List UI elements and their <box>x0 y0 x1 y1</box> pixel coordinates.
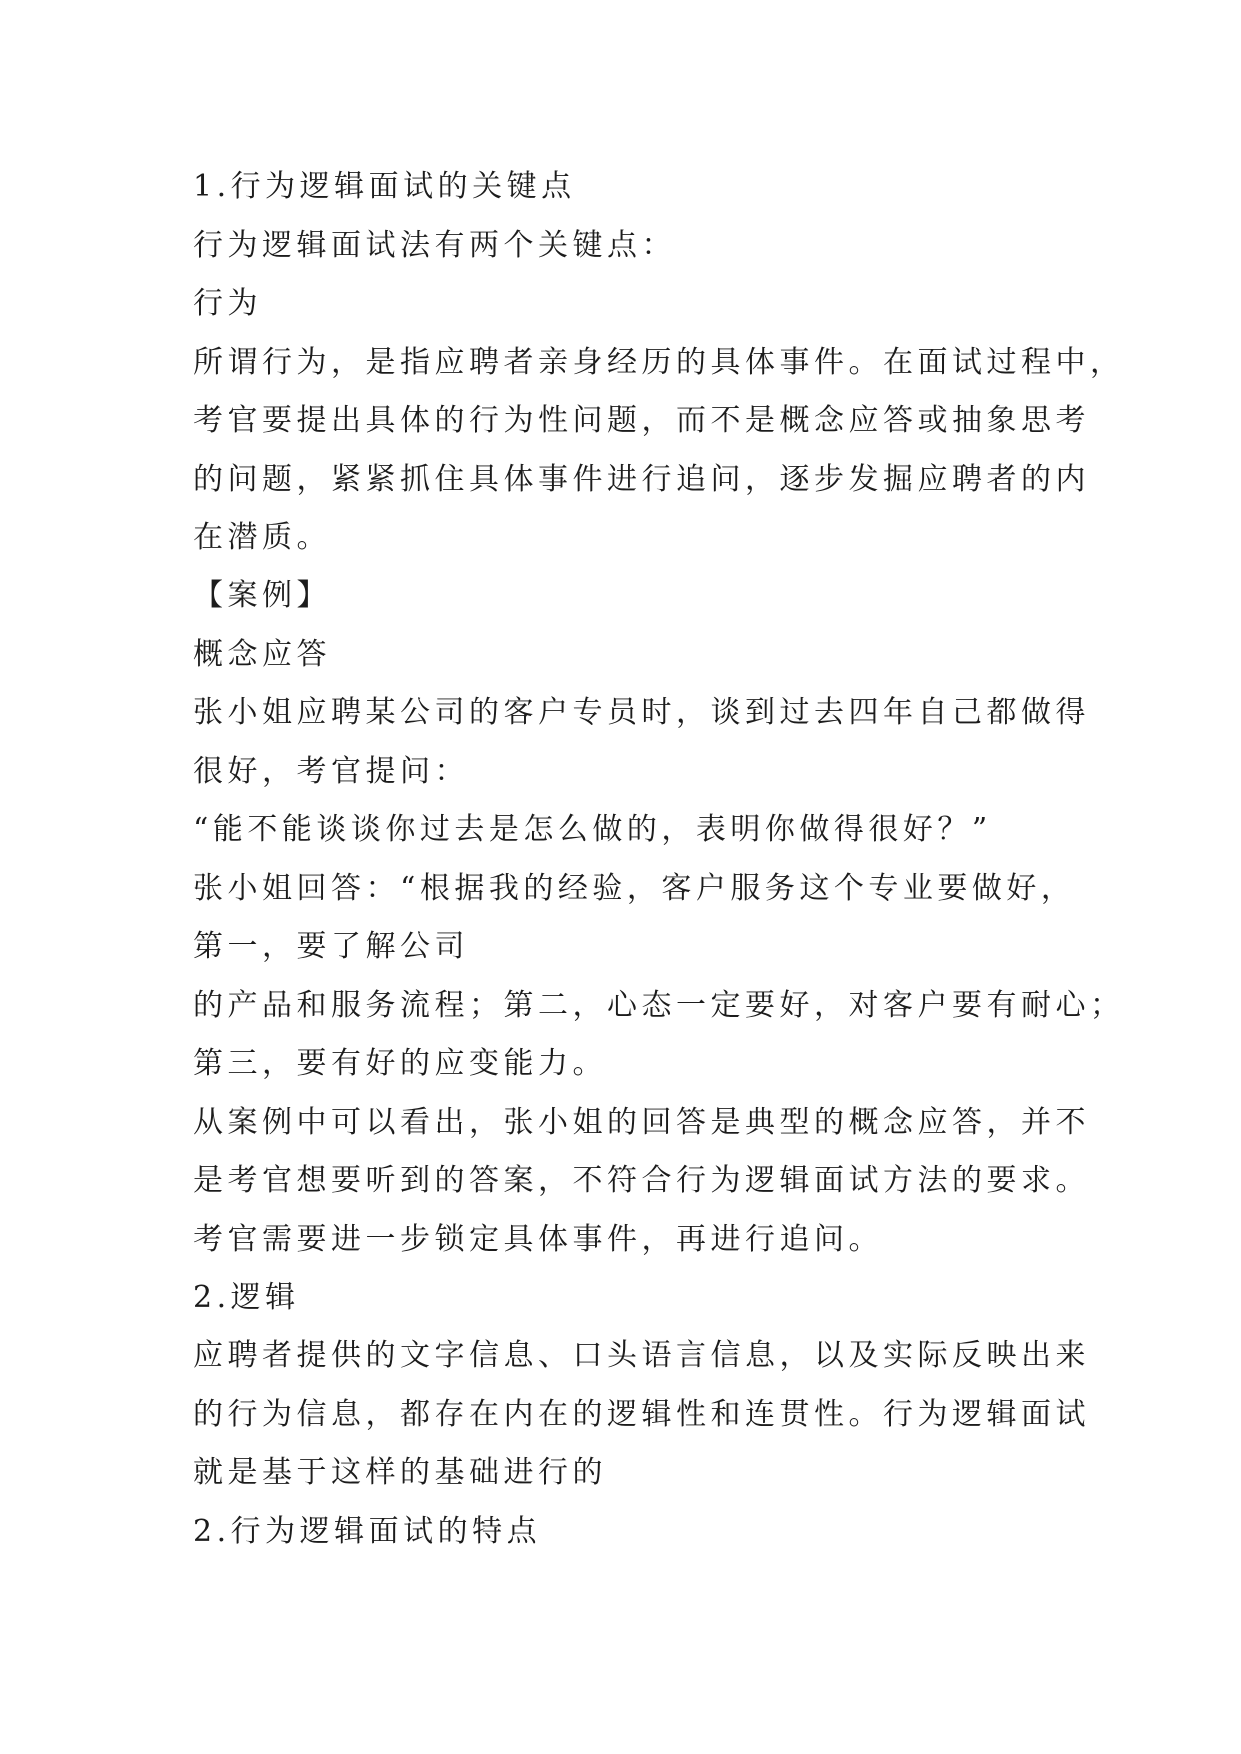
text-line: 应聘者提供的文字信息、口头语言信息，以及实际反映出来 <box>193 1338 1090 1373</box>
text-line: 考官要提出具体的行为性问题，而不是概念应答或抽象思考 <box>193 403 1090 438</box>
text-line: 张小姐应聘某公司的客户专员时，谈到过去四年自己都做得 <box>193 695 1090 730</box>
text-line: 所谓行为，是指应聘者亲身经历的具体事件。在面试过程中， <box>193 345 1125 380</box>
text-line: 从案例中可以看出，张小姐的回答是典型的概念应答，并不 <box>193 1105 1090 1140</box>
quote-line: “能不能谈谈你过去是怎么做的，表明你做得很好？” <box>193 812 992 847</box>
text-line: 在潜质。 <box>193 520 331 555</box>
text-line: 很好，考官提问： <box>193 754 469 789</box>
text-line: 的行为信息，都存在内在的逻辑性和连贯性。行为逻辑面试 <box>193 1397 1090 1432</box>
text-line: 考官需要进一步锁定具体事件，再进行追问。 <box>193 1222 883 1257</box>
subheading: 行为 <box>193 286 262 321</box>
subheading: 2.逻辑 <box>193 1280 300 1315</box>
text-line: 第一，要了解公司 <box>193 929 469 964</box>
text-line: 就是基于这样的基础进行的 <box>193 1455 607 1490</box>
text-line: 的问题，紧紧抓住具体事件进行追问，逐步发掘应聘者的内 <box>193 462 1090 497</box>
text-line: 张小姐回答：“根据我的经验，客户服务这个专业要做好， <box>193 871 1076 906</box>
text-line: 的产品和服务流程；第二，心态一定要好，对客户要有耐心； <box>193 988 1125 1023</box>
subheading: 概念应答 <box>193 637 331 672</box>
section-heading: 2.行为逻辑面试的特点 <box>193 1514 542 1549</box>
case-label: 【案例】 <box>193 578 331 613</box>
text-line: 行为逻辑面试法有两个关键点： <box>193 228 676 263</box>
text-line: 是考官想要听到的答案，不符合行为逻辑面试方法的要求。 <box>193 1163 1090 1198</box>
text-line: 第三，要有好的应变能力。 <box>193 1046 607 1081</box>
section-heading: 1.行为逻辑面试的关键点 <box>193 169 576 204</box>
